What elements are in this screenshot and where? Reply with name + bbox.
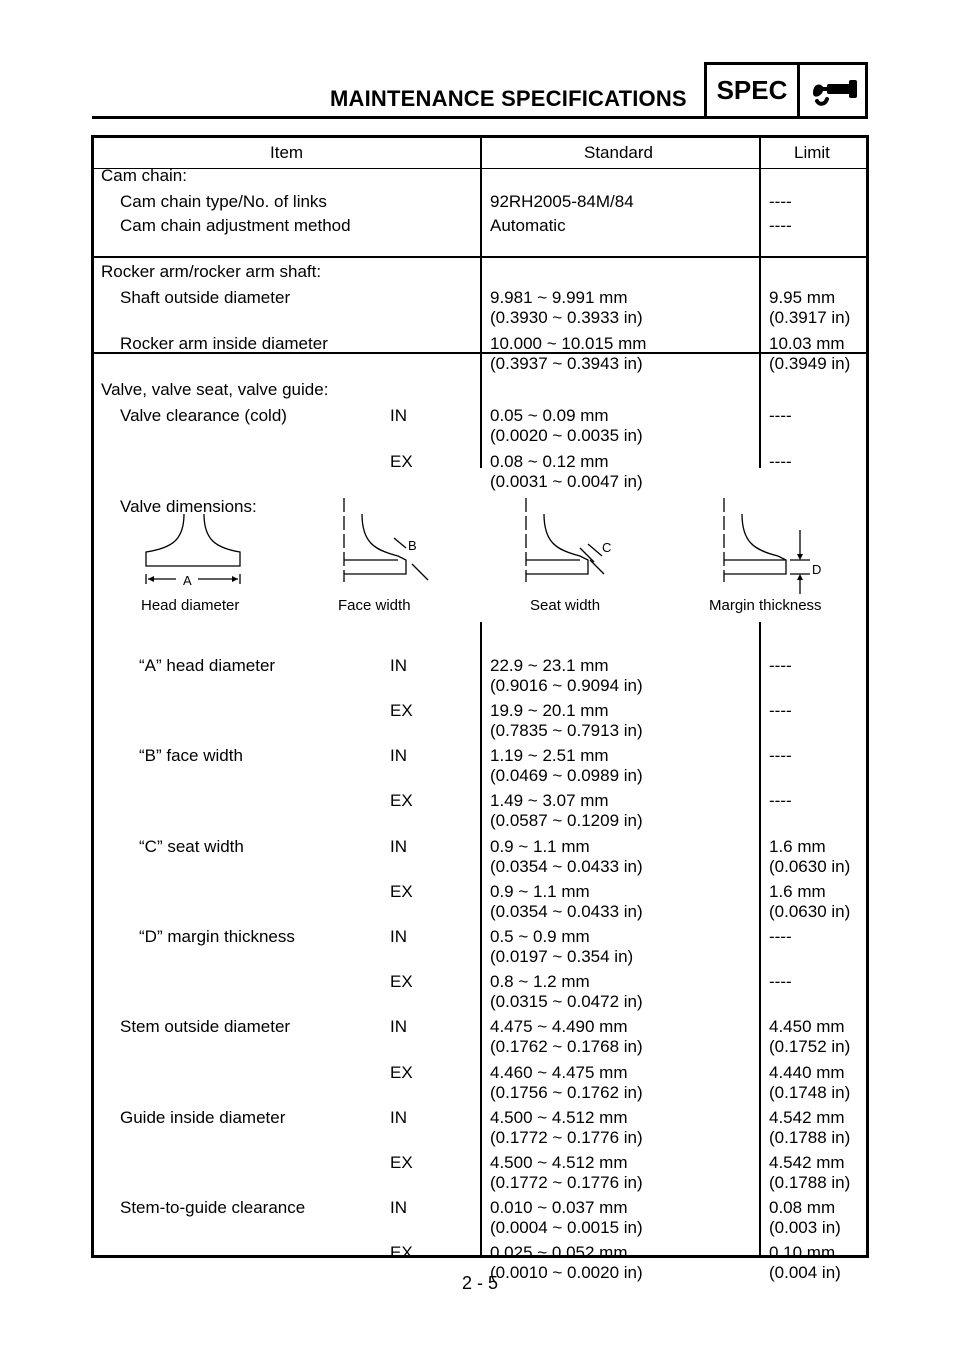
row-limit-value: (0.1748 in)	[769, 1083, 851, 1102]
row-standard-value: (0.1772 ~ 0.1776 in)	[490, 1128, 643, 1147]
wrench-icon	[800, 65, 865, 116]
row-standard-value: 92RH2005-84M/84	[490, 192, 634, 211]
row-standard-value: 4.460 ~ 4.475 mm	[490, 1063, 628, 1082]
row-standard-value: (0.9016 ~ 0.9094 in)	[490, 676, 643, 695]
row-intake-exhaust-label: EX	[390, 882, 413, 901]
row-standard-value: 10.000 ~ 10.015 mm	[490, 334, 647, 353]
row-item-label: Guide inside diameter	[120, 1108, 286, 1127]
valve-diagrams-svg	[94, 494, 866, 604]
row-standard-value: (0.0469 ~ 0.0989 in)	[490, 766, 643, 785]
row-item-label: Valve dimensions:	[120, 497, 257, 516]
column-divider	[480, 138, 482, 168]
row-limit-value: 0.10 mm	[769, 1243, 836, 1262]
row-intake-exhaust-label: EX	[390, 452, 413, 471]
row-limit-value: (0.0630 in)	[769, 857, 851, 876]
column-divider	[759, 168, 761, 468]
row-intake-exhaust-label: IN	[390, 406, 407, 425]
section-divider	[94, 256, 866, 258]
row-standard-value: (0.1756 ~ 0.1762 in)	[490, 1083, 643, 1102]
caption-face-width: Face width	[338, 597, 411, 614]
row-standard-value: (0.0004 ~ 0.0015 in)	[490, 1218, 643, 1237]
row-limit-value: ----	[769, 927, 792, 946]
column-divider	[480, 622, 482, 1258]
row-intake-exhaust-label: IN	[390, 746, 407, 765]
row-limit-value: (0.3949 in)	[769, 354, 851, 373]
row-intake-exhaust-label: EX	[390, 1153, 413, 1172]
row-item-label: Valve, valve seat, valve guide:	[101, 380, 329, 399]
row-standard-value: 0.8 ~ 1.2 mm	[490, 972, 590, 991]
row-standard-value: 9.981 ~ 9.991 mm	[490, 288, 628, 307]
row-intake-exhaust-label: EX	[390, 1243, 413, 1262]
head-diameter-diagram	[146, 514, 240, 584]
row-standard-value: 0.010 ~ 0.037 mm	[490, 1198, 628, 1217]
row-standard-value: (0.0197 ~ 0.354 in)	[490, 947, 634, 966]
row-item-label: “A” head diameter	[139, 656, 276, 675]
row-limit-value: (0.004 in)	[769, 1263, 841, 1282]
row-standard-value: (0.0010 ~ 0.0020 in)	[490, 1263, 643, 1282]
row-standard-value: 22.9 ~ 23.1 mm	[490, 656, 609, 675]
spec-label: SPEC	[707, 65, 800, 116]
row-standard-value: (0.0031 ~ 0.0047 in)	[490, 472, 643, 491]
row-standard-value: 0.9 ~ 1.1 mm	[490, 837, 590, 856]
row-limit-value: 4.450 mm	[769, 1017, 845, 1036]
row-standard-value: 0.08 ~ 0.12 mm	[490, 452, 609, 471]
row-item-label: Rocker arm inside diameter	[120, 334, 328, 353]
row-item-label: Cam chain:	[101, 166, 187, 185]
valve-dimension-diagrams	[94, 494, 866, 619]
row-item-label: Stem outside diameter	[120, 1017, 291, 1036]
row-standard-value: 19.9 ~ 20.1 mm	[490, 701, 609, 720]
row-standard-value: 0.025 ~ 0.052 mm	[490, 1243, 628, 1262]
row-intake-exhaust-label: IN	[390, 1017, 407, 1036]
row-standard-value: (0.1772 ~ 0.1776 in)	[490, 1173, 643, 1192]
row-intake-exhaust-label: EX	[390, 791, 413, 810]
diagram-label-c: C	[602, 540, 612, 555]
row-limit-value: ----	[769, 406, 792, 425]
row-limit-value: ----	[769, 216, 792, 235]
section-badge	[704, 62, 868, 119]
caption-head-diameter: Head diameter	[141, 597, 240, 614]
row-item-label: Stem-to-guide clearance	[120, 1198, 306, 1217]
caption-seat-width: Seat width	[530, 597, 601, 614]
row-standard-value: (0.7835 ~ 0.7913 in)	[490, 721, 643, 740]
row-item-label: “D” margin thickness	[139, 927, 295, 946]
row-intake-exhaust-label: IN	[390, 1198, 407, 1217]
column-divider	[759, 138, 761, 168]
row-standard-value: (0.0354 ~ 0.0433 in)	[490, 902, 643, 921]
row-intake-exhaust-label: EX	[390, 701, 413, 720]
page-number: 2 - 5	[461, 1273, 499, 1293]
spec-table	[91, 135, 869, 1282]
header-rule	[92, 116, 704, 119]
row-standard-value: (0.0587 ~ 0.1209 in)	[490, 811, 643, 830]
row-standard-value: 1.19 ~ 2.51 mm	[490, 746, 609, 765]
row-standard-value: (0.1762 ~ 0.1768 in)	[490, 1037, 643, 1056]
diagram-label-a: A	[183, 573, 192, 588]
row-standard-value: 0.5 ~ 0.9 mm	[490, 927, 590, 946]
row-intake-exhaust-label: IN	[390, 1108, 407, 1127]
row-limit-value: 1.6 mm	[769, 882, 826, 901]
row-limit-value: (0.1752 in)	[769, 1037, 851, 1056]
row-intake-exhaust-label: EX	[390, 1063, 413, 1082]
diagram-label-b: B	[408, 538, 417, 553]
seat-width-diagram	[526, 498, 604, 582]
row-standard-value: 4.500 ~ 4.512 mm	[490, 1153, 628, 1172]
row-intake-exhaust-label: EX	[390, 972, 413, 991]
row-limit-value: (0.1788 in)	[769, 1128, 851, 1147]
row-limit-value: (0.0630 in)	[769, 902, 851, 921]
row-limit-value: ----	[769, 192, 792, 211]
row-limit-value: 4.440 mm	[769, 1063, 845, 1082]
column-limit: Limit	[794, 143, 830, 162]
row-limit-value: (0.1788 in)	[769, 1173, 851, 1192]
diagram-label-d: D	[812, 562, 822, 577]
row-standard-value: 4.500 ~ 4.512 mm	[490, 1108, 628, 1127]
row-limit-value: 1.6 mm	[769, 837, 826, 856]
row-limit-value: 10.03 mm	[769, 334, 845, 353]
row-limit-value: ----	[769, 656, 792, 675]
row-item-label: “B” face width	[139, 746, 243, 765]
row-standard-value: 4.475 ~ 4.490 mm	[490, 1017, 628, 1036]
row-item-label: Shaft outside diameter	[120, 288, 291, 307]
row-limit-value: 4.542 mm	[769, 1153, 845, 1172]
page-title: MAINTENANCE SPECIFICATIONS	[330, 86, 687, 111]
row-intake-exhaust-label: IN	[390, 656, 407, 675]
column-standard: Standard	[584, 143, 653, 162]
margin-thickness-diagram	[724, 498, 810, 594]
row-limit-value: ----	[769, 746, 792, 765]
row-standard-value: Automatic	[490, 216, 566, 235]
row-item-label: “C” seat width	[139, 837, 244, 856]
row-standard-value: (0.3937 ~ 0.3943 in)	[490, 354, 643, 373]
row-standard-value: (0.3930 ~ 0.3933 in)	[490, 308, 643, 327]
row-item-label: Rocker arm/rocker arm shaft:	[101, 262, 322, 281]
row-standard-value: (0.0020 ~ 0.0035 in)	[490, 426, 643, 445]
row-limit-value: ----	[769, 701, 792, 720]
column-item: Item	[270, 143, 304, 162]
row-item-label: Cam chain adjustment method	[120, 216, 351, 235]
row-standard-value: (0.0315 ~ 0.0472 in)	[490, 992, 643, 1011]
row-standard-value: 1.49 ~ 3.07 mm	[490, 791, 609, 810]
row-limit-value: (0.3917 in)	[769, 308, 851, 327]
row-limit-value: ----	[769, 452, 792, 471]
row-limit-value: ----	[769, 791, 792, 810]
row-limit-value: 4.542 mm	[769, 1108, 845, 1127]
row-limit-value: ----	[769, 972, 792, 991]
column-divider	[759, 622, 761, 1258]
row-standard-value: 0.9 ~ 1.1 mm	[490, 882, 590, 901]
row-intake-exhaust-label: IN	[390, 837, 407, 856]
row-standard-value: 0.05 ~ 0.09 mm	[490, 406, 609, 425]
row-limit-value: 9.95 mm	[769, 288, 836, 307]
row-limit-value: (0.003 in)	[769, 1218, 841, 1237]
row-item-label: Cam chain type/No. of links	[120, 192, 327, 211]
caption-margin-thickness: Margin thickness	[709, 597, 822, 614]
column-divider	[480, 168, 482, 468]
row-standard-value: (0.0354 ~ 0.0433 in)	[490, 857, 643, 876]
row-intake-exhaust-label: IN	[390, 927, 407, 946]
row-item-label: Valve clearance (cold)	[120, 406, 287, 425]
row-limit-value: 0.08 mm	[769, 1198, 836, 1217]
